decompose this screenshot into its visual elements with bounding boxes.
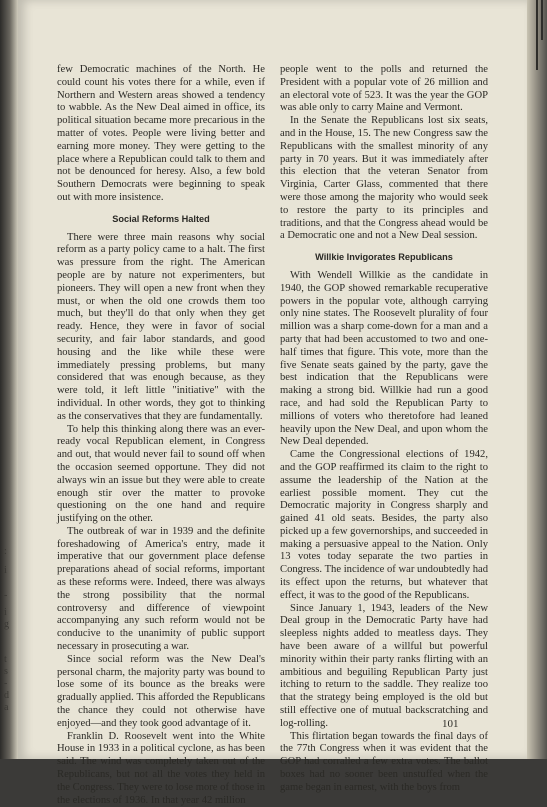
book-page [18,0,527,806]
edge-mark [536,0,538,70]
adjacent-page-char: a [4,702,9,713]
paragraph: In the Senate the Republicans lost six seats, and in the House, 15. The new Congress saw the Republicans with the smallest minority of any party in 70 years. But it was immediately after this election that the veteran Senator from Virginia, Carter Glass, commented that there were those among the majority who would seek to restore the party to its principles and traditions, and that the Congress ahead would be a Democratic one and not a New Deal session. [280,115,488,242]
adjacent-page-char: g [4,619,9,630]
adjacent-page-char: d [4,690,9,701]
adjacent-page-char: i [4,607,7,618]
paragraph: few Democratic machines of the North. He could count his votes there for a while, even if Northern and Western areas showed a tendency to wabble. As the New Deal aimed in office, its political situation became more precarious in the matter of votes. People were living better and earning more money. They were getting to the place where a Republican could talk to them and not be denounced for heresy. Also, a few bold Southern Democrats were beginning to speak out with more insistence. [57,64,265,203]
book-fore-edge [527,0,547,759]
paragraph: people went to the polls and returned the President with a popular vote of 26 million and an electoral vote of 523. It was the year the GOP was able only to carry Maine and Vermont. [280,64,488,114]
adjacent-page-char: - [4,590,8,601]
paragraph: There were three main reasons why social reform as a party policy came to a halt. The first was pressure from the right. The American people are by nature not experimenters, but pioneers. They will open a new front when they must, or when the old one crowds them too much, but they'll do that only when they get ready. Hence, they were in favor of social security, and fair labor standards, and good housing and the like while these were immediately pressing problems, but many considered that was enough because, as they were told, it left little "initiative" with the individual. In other words, they got to thinking as the conservatives that they are fundamentally. [57,231,265,422]
adjacent-page-char: t [4,654,7,665]
paragraph: The outbreak of war in 1939 and the definite foreshadowing of America's entry, made it imperative that our government place defense preparations ahead of social reforms, important as these reforms were. Indeed, there was always the strong possibility that the normal controversy and difference of viewpoint accompanying any such reform would not be conducive to the unanimity of public support necessary in prosecuting a war. [57,525,265,653]
page-number: 101 [442,718,459,730]
section-heading-willkie: Willkie Invigorates Republicans [315,252,453,263]
right-column [280,64,488,795]
paragraph: Franklin D. Roosevelt went into the White House in 1933 in a political cyclone, as has been said. The wind was completely taken out of the Republicans, but not all the votes they held in the Congress. They were to lose more of those in the elections of 1936. In that year 42 million [57,730,265,806]
left-column [57,64,265,807]
paragraph: Since January 1, 1943, leaders of the New Deal group in the Democratic Party have had sleepless nights added to meatless days. They have been aware of a willful but powerful minority within their party ranks flirting with an ambitious and beguiling Republican Party just itching to return to the saddle. They realize too that the strategy being employed is the old but still effective one of mutual backscratching and log-rolling. [280,602,488,729]
paragraph: To help this thinking along there was an ever-ready vocal Republican element, in Congress and out, that would never fail to sound off when the occasion seemed opportune. They did not always win an issue but they were able to create enough stir over the matter to provoke questioning on the one hand and require justifying on the other. [57,423,265,525]
paragraph: Since social reform was the New Deal's personal charm, the majority party was bound to lose some of its bounce as the breaks were gradually applied. This afforded the Republicans the chance they could not otherwise have enjoyed—and they took good advantage of it. [57,653,265,729]
adjacent-page-char: i [4,565,7,576]
section-heading-social-reforms: Social Reforms Halted [112,213,210,224]
adjacent-page-char: s [4,666,8,677]
adjacent-page-char: - [4,678,8,689]
paragraph: Came the Congressional elections of 1942, and the GOP reaffirmed its claim to the right to assume the leadership of the Nation at the earliest possible moment. They cut the Democratic majority in Congress sharply and gained 41 old seats. Besides, the party also picked up a few governorships, and succeeded in making a persuasive appeal to the Nation. Only 13 votes today separate the two parties in Congress. The incidence of war undoubtedly had its effect upon the returns, but whatever that effect, it was to the good of the Republicans. [280,449,488,601]
paragraph: With Wendell Willkie as the candidate in 1940, the GOP showed remarkable recuperative powers in the popular vote, although carrying only nine states. The Roosevelt plurality of four million was a sharp come-down for a man and a party that had been accustomed to two and one-half times that figure. This vote, more than the five Senate seats gained by the party, gave the best indication that the Republicans were making a strong bid. Willkie had run a good race, and had sold the Republican Party to millions of voters who theretofore had leaned heavily upon the New Deal, and upon whom the New Deal depended. [280,269,488,448]
adjacent-page-char: : [4,546,7,557]
paragraph: This flirtation began towards the final days of the 77th Congress when it was evident that the GOP had corralled a few extra votes. The ballot boxes had no sooner been unstuffed when the game began in earnest, with the boys from [280,730,488,793]
adjacent-page-edge [0,0,18,759]
edge-mark [541,0,543,40]
